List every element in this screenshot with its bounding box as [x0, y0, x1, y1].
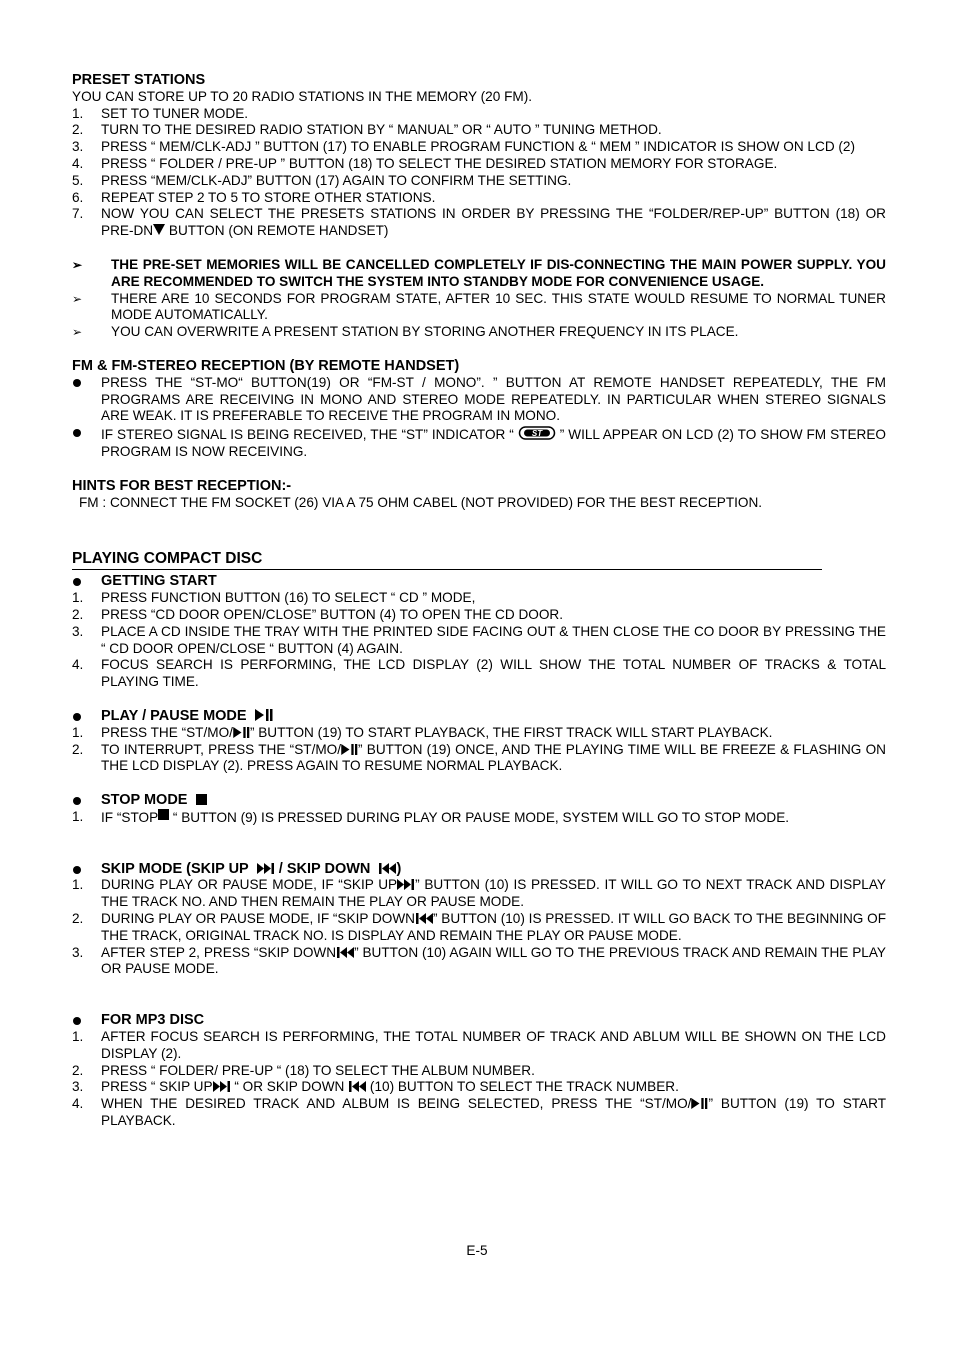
numbered-list: [72, 106, 886, 240]
list-item: 6. REPEAT STEP 2 TO 5 TO STORE OTHER STATIONS.: [72, 189, 436, 205]
skip-down-icon: [378, 863, 396, 874]
cd-section: [72, 550, 886, 1130]
bullet-dot: [73, 1017, 81, 1025]
list-item: 7. NOW YOU CAN SELECT THE PRESETS STATIONS IN ORDER BY PRESSING THE “FOLDER/REP-UP” BUTTON (18) OR PRE-DN BUTTON (ON REMOTE HANDSET): [72, 206, 886, 239]
numbered-list: [72, 809, 886, 827]
list-item: 3. PRESS “ MEM/CLK-ADJ ” BUTTON (17) TO ENABLE PROGRAM FUNCTION & “ MEM ” INDICATOR IS SHOW ON LCD (2): [72, 139, 856, 155]
list-item: 1. AFTER FOCUS SEARCH IS PERFORMING, THE TOTAL NUMBER OF TRACK AND ABLUM WILL BE SHOWN ON THE LCD DISPLAY (2).: [72, 1029, 886, 1061]
subsection-heading: STOP MODE: [72, 792, 886, 809]
section-heading: HINTS FOR BEST RECEPTION:-: [72, 477, 292, 494]
list-item: 4. PRESS “ FOLDER / PRE-UP ” BUTTON (18) TO SELECT THE DESIRED STATION MEMORY FOR STORAGE.: [72, 155, 778, 171]
subsection-heading: SKIP MODE (SKIP UP / SKIP DOWN ): [72, 861, 886, 878]
skip-up-icon: [257, 863, 275, 874]
bullet-dot: [73, 866, 81, 874]
numbered-list: [72, 877, 886, 978]
list-item: 2. PRESS “ FOLDER/ PRE-UP “ (18) TO SELECT THE ALBUM NUMBER.: [72, 1062, 535, 1078]
list-item: 1. PRESS THE “ST/MO/ ” BUTTON (19) TO START PLAYBACK, THE FIRST TRACK WILL START PLAYBACK.: [72, 724, 773, 740]
skip-down-icon: [336, 947, 354, 958]
skip-up-icon: [213, 1081, 231, 1092]
section-heading: FM & FM-STEREO RECEPTION (BY REMOTE HANDSET): [72, 357, 460, 374]
list-item: 2. TURN TO THE DESIRED RADIO STATION BY “ MANUAL” OR “ AUTO ” TUNING METHOD.: [72, 122, 662, 138]
skip-up-icon: [397, 879, 415, 890]
list-item: 4. FOCUS SEARCH IS PERFORMING, THE LCD DISPLAY (2) WILL SHOW THE TOTAL NUMBER OF TRACKS & TOTAL PLAYING TIME.: [72, 657, 886, 690]
manual-page: [72, 72, 886, 1130]
play-pause-icon: [691, 1098, 708, 1109]
bullet-dot: [73, 429, 81, 437]
note-item: ➢ YOU CAN OVERWRITE A PRESENT STATION BY STORING ANOTHER FREQUENCY IN ITS PLACE.: [72, 324, 739, 340]
subsection-heading: FOR MP3 DISC: [72, 1012, 886, 1029]
bullet-dot: [73, 578, 81, 586]
bullet-item: PRESS THE “ST-MO“ BUTTON(19) OR “FM-ST / MONO”. ” BUTTON AT REMOTE HANDSET REPEATEDLY, THE FM PROGRAMS ARE RECEIVING IN MONO AND STEREO MODE REPEATEDLY. IN PARTICULAR WHEN STEREO SIGNALS ARE WEAK. IT IS PREFERABLE TO RECEIVE THE PROGRAM IN MONO.: [72, 375, 886, 425]
bullet-dot: [73, 713, 81, 721]
bullet-item: IF STEREO SIGNAL IS BEING RECEIVED, THE “ST” INDICATOR “ ST ” WILL APPEAR ON LCD (2) TO SHOW FM STEREO PROGRAM IS NOW RECEIVING.: [72, 425, 886, 461]
stop-icon: [196, 794, 207, 805]
numbered-list: [72, 590, 886, 691]
subsection-heading: GETTING START: [72, 573, 886, 590]
list-item: 3. PLACE A CD INSIDE THE TRAY WITH THE PRINTED SIDE FACING OUT & THEN CLOSE THE CO DOOR BY PRESSING THE “ CD DOOR OPEN/CLOSE “ BUTTON (4) AGAIN.: [72, 623, 886, 656]
list-item: 1. SET TO TUNER MODE.: [72, 105, 249, 121]
list-item: 2. PRESS “CD DOOR OPEN/CLOSE” BUTTON (4) TO OPEN THE CD DOOR.: [72, 606, 564, 622]
subsection-heading: PLAY / PAUSE MODE: [72, 708, 886, 725]
note-list: [72, 257, 886, 341]
list-item: 1. DURING PLAY OR PAUSE MODE, IF “SKIP UP ” BUTTON (10) IS PRESSED. IT WILL GO TO NEXT TRACK AND DISPLAY THE TRACK NO. AND THEN REMAIN THE PLAY OR PAUSE MODE.: [72, 877, 886, 910]
skip-down-icon: [415, 913, 433, 924]
stop-icon: [158, 809, 169, 820]
section-heading: PLAYING COMPACT DISC: [72, 550, 822, 570]
note-item: ➢ THERE ARE 10 SECONDS FOR PROGRAM STATE, AFTER 10 SEC. THIS STATE WOULD RESUME TO NORMAL TUNER MODE AUTOMATICALLY.: [72, 290, 886, 323]
paragraph: YOU CAN STORE UP TO 20 RADIO STATIONS IN THE MEMORY (20 FM).: [72, 88, 533, 104]
note-item: ➢ THE PRE-SET MEMORIES WILL BE CANCELLED COMPLETELY IF DIS-CONNECTING THE MAIN POWER SUPPLY. YOU ARE RECOMMENDED TO SWITCH THE SYSTEM INTO STANDBY MODE FOR CONVENIENCE USAGE.: [72, 256, 886, 289]
list-item: 1. IF “STOP “ BUTTON (9) IS PRESSED DURING PLAY OR PAUSE MODE, SYSTEM WILL GO TO STOP MODE.: [72, 808, 790, 825]
bullet-dot: [73, 379, 81, 387]
list-item: 4. WHEN THE DESIRED TRACK AND ALBUM IS BEING SELECTED, PRESS THE “ST/MO/ ” BUTTON (19) TO START PLAYBACK.: [72, 1096, 886, 1129]
numbered-list: [72, 725, 886, 775]
play-pause-icon: [233, 727, 250, 738]
paragraph: FM : CONNECT THE FM SOCKET (26) VIA A 75 OHM CABEL (NOT PROVIDED) FOR THE BEST RECEPTION.: [79, 494, 763, 510]
section-heading: PRESET STATIONS: [72, 72, 206, 88]
list-item: 1. PRESS FUNCTION BUTTON (16) TO SELECT “ CD ” MODE,: [72, 590, 476, 606]
hints-section: [72, 478, 886, 512]
list-item: 2. DURING PLAY OR PAUSE MODE, IF “SKIP DOWN ” BUTTON (10) IS PRESSED. IT WILL GO BACK TO THE BEGINNING OF THE TRACK, ORIGINAL TRACK NO. IS DISPLAY AND REMAIN THE PLAY OR PAUSE MODE.: [72, 911, 887, 943]
list-item: 2. TO INTERRUPT, PRESS THE “ST/MO/ ” BUTTON (19) ONCE, AND THE PLAYING TIME WILL BE FREEZE & FLASHING ON THE LCD DISPLAY (2). PRESS AGAIN TO RESUME NORMAL PLAYBACK.: [72, 741, 886, 774]
numbered-list: [72, 1029, 886, 1130]
play-pause-icon: [255, 709, 273, 721]
play-pause-icon: [341, 744, 358, 755]
triangle-down-icon: [153, 223, 165, 236]
st-indicator-icon: [518, 425, 556, 441]
fm-section: [72, 358, 886, 461]
bullet-dot: [73, 797, 81, 805]
list-item: 3. PRESS “ SKIP UP “ OR SKIP DOWN (10) BUTTON TO SELECT THE TRACK NUMBER.: [72, 1079, 679, 1095]
svg-text:ST: ST: [531, 429, 542, 439]
page-number: E-5: [466, 1243, 488, 1258]
list-item: 5. PRESS “MEM/CLK-ADJ” BUTTON (17) AGAIN TO CONFIRM THE SETTING.: [72, 172, 572, 188]
preset-section: [72, 72, 886, 341]
list-item: 3. AFTER STEP 2, PRESS “SKIP DOWN ” BUTTON (10) AGAIN WILL GO TO THE PREVIOUS TRACK AND REMAIN THE PLAY OR PAUSE MODE.: [72, 944, 886, 977]
skip-down-icon: [348, 1081, 366, 1092]
